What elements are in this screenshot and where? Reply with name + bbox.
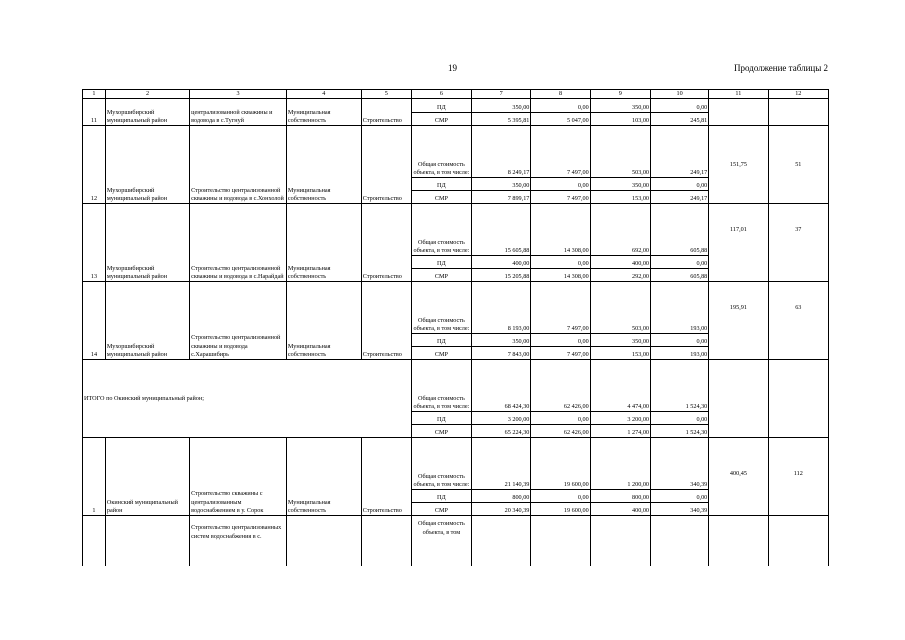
cost-label: ПД <box>411 99 471 113</box>
header-cell: 10 <box>651 90 709 99</box>
table-row <box>83 516 829 566</box>
value-cell: 37 <box>768 204 828 282</box>
value-cell: 0,00 <box>531 256 590 269</box>
value-cell: 7 497,00 <box>531 126 590 178</box>
cost-label: Общая стоимость объекта, в том числе: <box>411 360 471 412</box>
value-cell <box>709 516 768 566</box>
value-cell <box>472 516 531 566</box>
value-cell: 14 308,00 <box>531 204 590 256</box>
total-label: ИТОГО по Окинский муниципальный район; <box>83 360 412 438</box>
value-cell: 3 200,00 <box>590 412 650 425</box>
object-cell: Строительство централизованной скважины и водовода с.Харашибирь <box>190 282 287 360</box>
work-type-cell: Строительство <box>361 99 411 126</box>
cost-label: Общая стоимость объекта, в том числе: <box>411 204 471 256</box>
district-cell: Мухоршибирский муниципальный район <box>105 99 189 126</box>
header-cell: 11 <box>709 90 768 99</box>
district-cell <box>105 516 189 566</box>
value-cell: 68 424,30 <box>472 360 531 412</box>
value-cell: 7 497,00 <box>531 191 590 204</box>
district-cell: Мухоршибирский муниципальный район <box>105 204 189 282</box>
header-cell: 4 <box>286 90 361 99</box>
value-cell: 400,00 <box>590 503 650 516</box>
value-cell: 63 <box>768 282 828 360</box>
value-cell <box>590 516 650 566</box>
value-cell: 340,39 <box>651 503 709 516</box>
value-cell: 62 426,00 <box>531 425 590 438</box>
value-cell: 0,00 <box>531 334 590 347</box>
value-cell <box>768 516 828 566</box>
value-cell: 0,00 <box>531 412 590 425</box>
value-cell: 1 274,00 <box>590 425 650 438</box>
header-row <box>83 90 829 99</box>
cost-label: Общая стоимость объекта, в том числе: <box>411 438 471 490</box>
value-cell: 605,88 <box>651 204 709 256</box>
value-cell: 0,00 <box>531 99 590 113</box>
value-cell: 400,00 <box>472 256 531 269</box>
ownership-cell <box>286 516 361 566</box>
work-type-cell: Строительство <box>361 438 411 516</box>
value-cell: 62 426,00 <box>531 360 590 412</box>
header-cell: 3 <box>190 90 287 99</box>
value-cell: 249,17 <box>651 126 709 178</box>
empty-cell <box>768 360 828 438</box>
cost-label: Общая стоимость объекта, в том <box>411 516 471 566</box>
value-cell <box>709 99 768 126</box>
table-body <box>83 90 829 567</box>
value-cell: 65 224,30 <box>472 425 531 438</box>
value-cell: 14 308,00 <box>531 269 590 282</box>
value-cell: 350,00 <box>590 99 650 113</box>
value-cell: 340,39 <box>651 438 709 490</box>
value-cell: 193,00 <box>651 347 709 360</box>
ownership-cell: Муниципальная собственность <box>286 282 361 360</box>
value-cell: 350,00 <box>590 178 650 191</box>
cost-label: СМР <box>411 113 471 126</box>
row-number <box>83 516 106 566</box>
cost-label: СМР <box>411 425 471 438</box>
value-cell: 4 474,00 <box>590 360 650 412</box>
page-number: 19 <box>448 63 457 73</box>
value-cell: 0,00 <box>651 412 709 425</box>
value-cell: 7 497,00 <box>531 282 590 334</box>
value-cell: 0,00 <box>651 490 709 503</box>
value-cell: 8 193,00 <box>472 282 531 334</box>
value-cell: 0,00 <box>651 178 709 191</box>
value-cell: 692,00 <box>590 204 650 256</box>
value-cell: 503,00 <box>590 126 650 178</box>
row-number: 12 <box>83 126 106 204</box>
value-cell: 350,00 <box>590 334 650 347</box>
table-row <box>83 438 829 490</box>
table-row <box>83 282 829 334</box>
table-row <box>83 126 829 178</box>
value-cell: 195,91 <box>709 282 768 360</box>
value-cell: 800,00 <box>590 490 650 503</box>
district-cell: Окинский муниципальный район <box>105 438 189 516</box>
cost-label: ПД <box>411 334 471 347</box>
ownership-cell: Муниципальная собственность <box>286 126 361 204</box>
row-number: 1 <box>83 438 106 516</box>
cost-label: ПД <box>411 178 471 191</box>
value-cell: 19 600,00 <box>531 438 590 490</box>
value-cell: 245,81 <box>651 113 709 126</box>
ownership-cell: Муниципальная собственность <box>286 438 361 516</box>
cost-label: ПД <box>411 490 471 503</box>
value-cell: 151,75 <box>709 126 768 204</box>
value-cell: 20 340,39 <box>472 503 531 516</box>
header-cell: 12 <box>768 90 828 99</box>
district-cell: Мухоршибирский муниципальный район <box>105 126 189 204</box>
value-cell <box>651 516 709 566</box>
header-cell: 1 <box>83 90 106 99</box>
value-cell: 103,00 <box>590 113 650 126</box>
value-cell: 350,00 <box>472 334 531 347</box>
value-cell: 8 249,17 <box>472 126 531 178</box>
object-cell: Строительство централизованной скважины и водовода в с.Нарайдай <box>190 204 287 282</box>
value-cell: 7 497,00 <box>531 347 590 360</box>
value-cell: 0,00 <box>531 490 590 503</box>
value-cell: 400,45 <box>709 438 768 516</box>
cost-label: СМР <box>411 347 471 360</box>
header-cell: 6 <box>411 90 471 99</box>
cost-label: ПД <box>411 256 471 269</box>
header-cell: 9 <box>590 90 650 99</box>
row-number: 11 <box>83 99 106 126</box>
value-cell: 1 524,30 <box>651 425 709 438</box>
value-cell: 7 843,00 <box>472 347 531 360</box>
value-cell: 1 200,00 <box>590 438 650 490</box>
value-cell <box>768 99 828 126</box>
work-type-cell: Строительство <box>361 126 411 204</box>
table-row <box>83 99 829 113</box>
value-cell: 112 <box>768 438 828 516</box>
object-cell: Строительство скважины с централизованным водоснабжением в у. Сорок <box>190 438 287 516</box>
header-cell: 5 <box>361 90 411 99</box>
object-cell: централизованной скважины и водовода в с.Тугнуй <box>190 99 287 126</box>
value-cell: 7 899,17 <box>472 191 531 204</box>
cost-label: ПД <box>411 412 471 425</box>
row-number: 14 <box>83 282 106 360</box>
ownership-cell: Муниципальная собственность <box>286 99 361 126</box>
cost-label: СМР <box>411 503 471 516</box>
value-cell: 193,00 <box>651 282 709 334</box>
value-cell: 15 205,88 <box>472 269 531 282</box>
district-cell: Мухоршибирский муниципальный район <box>105 282 189 360</box>
value-cell: 0,00 <box>651 256 709 269</box>
table-row <box>83 204 829 256</box>
empty-cell <box>709 360 768 438</box>
value-cell: 400,00 <box>590 256 650 269</box>
value-cell: 15 605,88 <box>472 204 531 256</box>
cost-label: Общая стоимость объекта, в том числе: <box>411 126 471 178</box>
value-cell: 51 <box>768 126 828 204</box>
value-cell: 0,00 <box>651 334 709 347</box>
value-cell: 153,00 <box>590 191 650 204</box>
header-cell: 7 <box>472 90 531 99</box>
object-cell: Строительство централизованной скважины и водовода в с.Хонхолой <box>190 126 287 204</box>
cost-label: СМР <box>411 269 471 282</box>
header-cell: 2 <box>105 90 189 99</box>
value-cell <box>531 516 590 566</box>
total-row <box>83 360 829 412</box>
data-table <box>82 89 829 566</box>
work-type-cell: Строительство <box>361 204 411 282</box>
cost-label: Общая стоимость объекта, в том числе: <box>411 282 471 334</box>
value-cell: 5 047,00 <box>531 113 590 126</box>
value-cell: 1 524,30 <box>651 360 709 412</box>
value-cell: 800,00 <box>472 490 531 503</box>
value-cell: 605,88 <box>651 269 709 282</box>
work-type-cell <box>361 516 411 566</box>
header-cell: 8 <box>531 90 590 99</box>
value-cell: 21 140,39 <box>472 438 531 490</box>
value-cell: 0,00 <box>651 99 709 113</box>
value-cell: 153,00 <box>590 347 650 360</box>
value-cell: 3 200,00 <box>472 412 531 425</box>
value-cell: 503,00 <box>590 282 650 334</box>
object-cell: Строительство централизованных систем водоснабжения в с. <box>190 516 287 566</box>
value-cell: 5 395,81 <box>472 113 531 126</box>
value-cell: 292,00 <box>590 269 650 282</box>
value-cell: 117,01 <box>709 204 768 282</box>
ownership-cell: Муниципальная собственность <box>286 204 361 282</box>
cost-label: СМР <box>411 191 471 204</box>
value-cell: 350,00 <box>472 178 531 191</box>
value-cell: 0,00 <box>531 178 590 191</box>
continuation-note: Продолжение таблицы 2 <box>734 63 828 73</box>
value-cell: 249,17 <box>651 191 709 204</box>
value-cell: 350,00 <box>472 99 531 113</box>
row-number: 13 <box>83 204 106 282</box>
work-type-cell: Строительство <box>361 282 411 360</box>
value-cell: 19 600,00 <box>531 503 590 516</box>
